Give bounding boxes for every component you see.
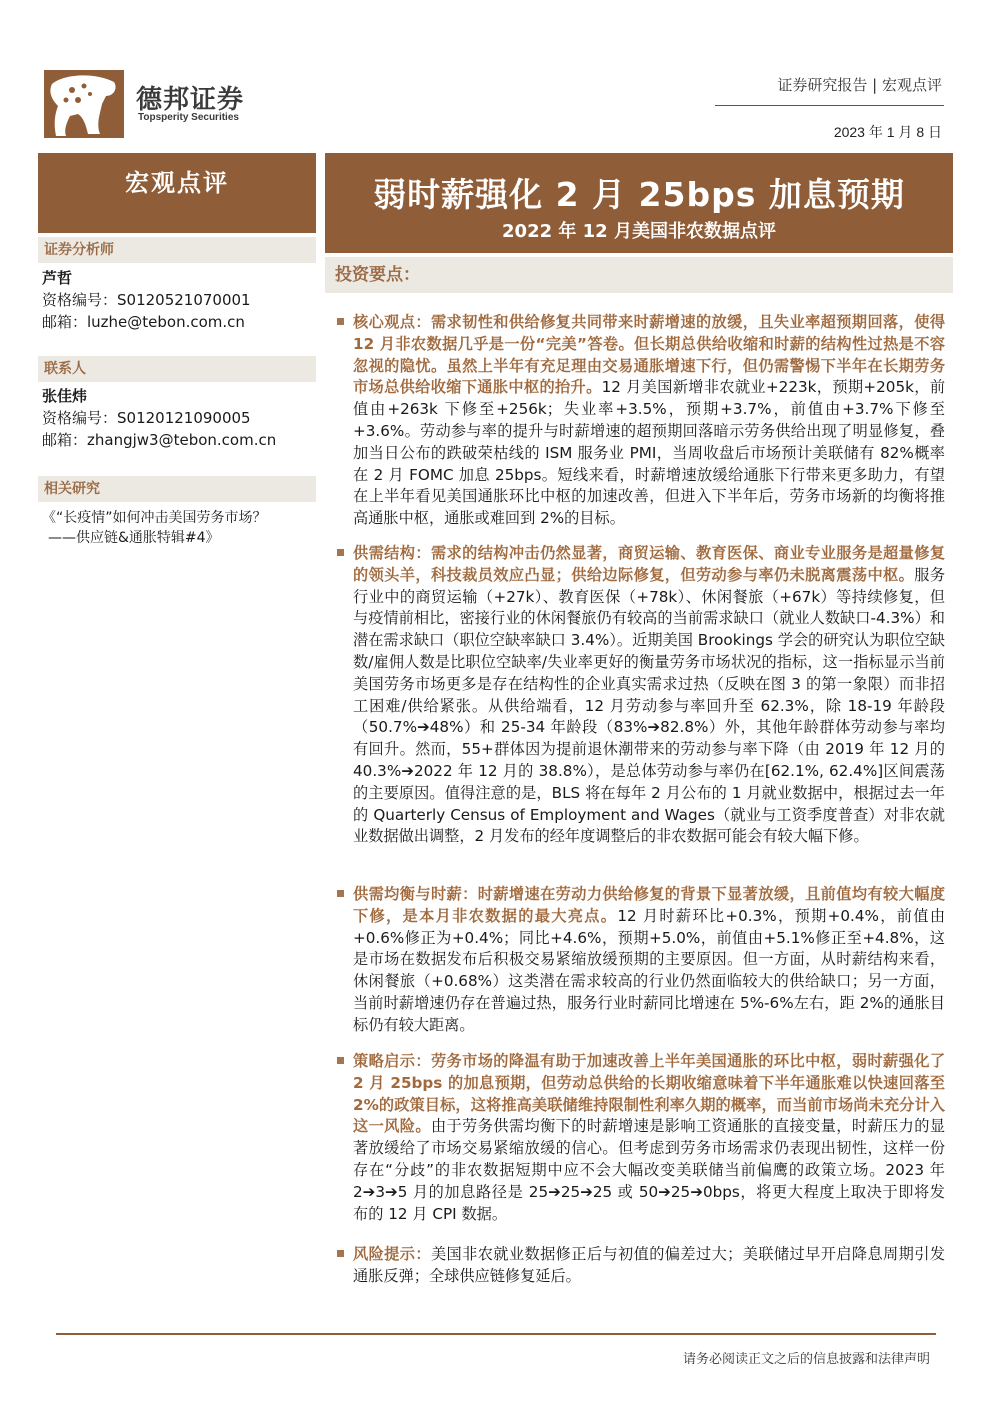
category-label: 宏观点评 [125, 169, 229, 197]
bullet-icon [337, 318, 344, 325]
title-banner [325, 153, 953, 253]
report-type: 证券研究报告 | 宏观点评 [777, 76, 942, 94]
footer-disclaimer: 请务必阅读正文之后的信息披露和法律声明 [682, 1352, 930, 1367]
related-heading: 相关研究 [38, 476, 316, 502]
bullet-icon [337, 1250, 344, 1257]
brand-name-en: Topsperity Securities [138, 112, 239, 123]
bullet-icon [337, 549, 344, 556]
brand-name: 德邦证券 [136, 85, 245, 115]
point-strategy [353, 1051, 945, 1225]
point-heading: 供需均衡与时薪：时薪增速在劳动力供给修复的背景下显著放缓，且前值均有较大幅度下修，是本月非农数据的最大亮点。 [353, 885, 945, 925]
leopard-logo-icon [44, 70, 124, 138]
page-subtitle: 2022 年 12 月美国非农数据点评 [502, 221, 776, 242]
analyst-name: 芦哲 [42, 269, 73, 287]
point-supply-demand [353, 543, 945, 848]
report-date: 2023 年 1 月 8 日 [833, 124, 942, 140]
analyst-heading: 证券分析师 [38, 237, 316, 263]
contact-name: 张佳炜 [42, 387, 88, 405]
contact-heading: 联系人 [38, 356, 316, 382]
point-wage [353, 884, 945, 1037]
point-heading: 策略启示：劳务市场的降温有助于加速改善上半年美国通胀的环比中枢，弱时薪强化了 2 月 25bps 的加息预期，但劳动总供给的长期收缩意味着下半年通胀难以快速回落至 2%的政策目标，这将推高美联储维持限制性利率久期的概率，而当前市场尚未充分计入这一风险。 [353, 1052, 945, 1136]
contact-email[interactable]: 邮箱：zhangjw3@tebon.com.cn [42, 431, 277, 449]
header-divider [715, 105, 944, 106]
point-body: 美国非农就业数据修正后与初值的偏差过大；美联储过早开启降息周期引发通胀反弹；全球供应链修复延后。 [353, 1245, 946, 1285]
category-banner [38, 153, 316, 233]
point-heading: 供需结构：需求的结构冲击仍然显著，商贸运输、教育医保、商业专业服务是超量修复的领头羊，科技裁员效应凸显；供给边际修复，但劳动参与率仍未脱离震荡中枢。 [353, 544, 945, 584]
point-heading: 核心观点：需求韧性和供给修复共同带来时薪增速的放缓，且失业率超预期回落，使得 12 月非农数据几乎是一份“完美”答卷。但长期总供给收缩和时薪的结构性过热是不容忽视的隐忧。虽然上半年有充足理由交易通胀增速下行，但仍需警惕下半年在长期劳务市场总供给收缩下通胀中枢的抬升。 [353, 313, 945, 397]
bullet-icon [337, 890, 344, 897]
point-body: 12 月美国新增非农就业+223k，预期+205k，前值由+263k 下修至+256k；失业率+3.5%，预期+3.7%，前值由+3.7%下修至+3.6%。劳动参与率的提升与时薪增速的超预期回落暗示劳务供给出现了明显修复，叠加当日公布的跌破荣枯线的 ISM 服务业 PMI，当周收盘后市场预计美联储有 82%概率在 2 月 FOMC 加息 25bps。短线来看，时薪增速放缓给通胀下行带来更多助力，有望在上半年看见美国通胀环比中枢的加速改善，但进入下半年后，劳务市场新的均衡将推高通胀中枢，通胀或难回到 2%的目标。 [353, 378, 946, 528]
point-core-view [353, 312, 945, 530]
point-heading: 风险提示： [353, 1245, 431, 1263]
page-title: 弱时薪强化 2 月 25bps 加息预期 [373, 175, 905, 214]
invest-heading: 投资要点： [325, 257, 953, 293]
analyst-email[interactable]: 邮箱：luzhe@tebon.com.cn [42, 313, 245, 331]
point-body: 12 月时薪环比+0.3%，预期+0.4%，前值由+0.6%修正为+0.4%；同比+4.6%，预期+5.0%，前值由+5.1%修正至+4.8%，这是市场在数据发布后积极交易紧缩放缓预期的主要原因。但一方面，从时薪结构来看，休闲餐旅（+0.68%）这类潜在需求较高的行业仍然面临较大的供给缺口；另一方面，当前时薪增速仍存在普遍过热，服务行业时薪同比增速在 5%-6%左右，距 2%的通胀目标仍有较大距离。 [353, 906, 946, 1034]
point-risk [353, 1244, 945, 1288]
point-body: 由于劳务供需均衡下的时薪增速是影响工资通胀的直接变量，时薪压力的显著放缓给了市场交易紧缩放缓的信心。但考虑到劳务市场需求仍表现出韧性，这样一份存在“分歧”的非农数据短期中应不会大幅改变美联储当前偏鹰的政策立场。2023 年 2➔3➔5 月的加息路径是 25➔25➔25 或 50➔25➔0bps，将更大程度上取决于即将发布的 12 月 CPI 数据。 [353, 1117, 946, 1223]
footer-divider [56, 1333, 936, 1335]
contact-cert: 资格编号：S0120121090005 [42, 409, 251, 427]
point-body: 服务行业中的商贸运输（+27k）、教育医保（+78k）、休闲餐旅（+67k）等持续修复，但与疫情前相比，密接行业的休闲餐旅仍有较高的当前需求缺口（就业人数缺口-4.3%）和潜在需求缺口（职位空缺率缺口 3.4%）。近期美国 Brookings 学会的研究认为职位空缺数/雇佣人数是比职位空缺率/失业率更好的衡量劳务市场状况的指标，这一指标显示当前美国劳务市场更多是存在结构性的企业真实需求过热（反映在图 3 的第一象限）而非招工困难/供给紧张。从供给端看，12 月劳动参与率回升至 62.3%，除 18-19 年龄段（50.7%➔48%）和 25-34 年龄段（83%➔82.8%）外，其他年龄群体劳动参与率均有回升。然而，55+群体因为提前退休潮带来的劳动参与率下降（由 2019 年 12 月的 40.3%➔2022 年 12 月的 38.8%），是总体劳动参与率仍在[62.1%, 62.4%]区间震荡的主要原因。值得注意的是，BLS 将在每年 2 月公布的 1 月就业数据中，根据过去一年的 Quarterly Census of Employment and Wages（就业与工资季度普查）对非农就业数据做出调整，2 月发布的经年度调整后的非农数据可能会有较大幅下修。 [353, 565, 946, 846]
related-report-line-2[interactable]: ——供应链&通胀特辑#4》 [48, 530, 220, 546]
related-report-line-1[interactable]: 《“长疫情”如何冲击美国劳务市场？ [42, 510, 267, 526]
analyst-cert: 资格编号：S0120521070001 [42, 291, 251, 309]
bullet-icon [337, 1057, 344, 1064]
